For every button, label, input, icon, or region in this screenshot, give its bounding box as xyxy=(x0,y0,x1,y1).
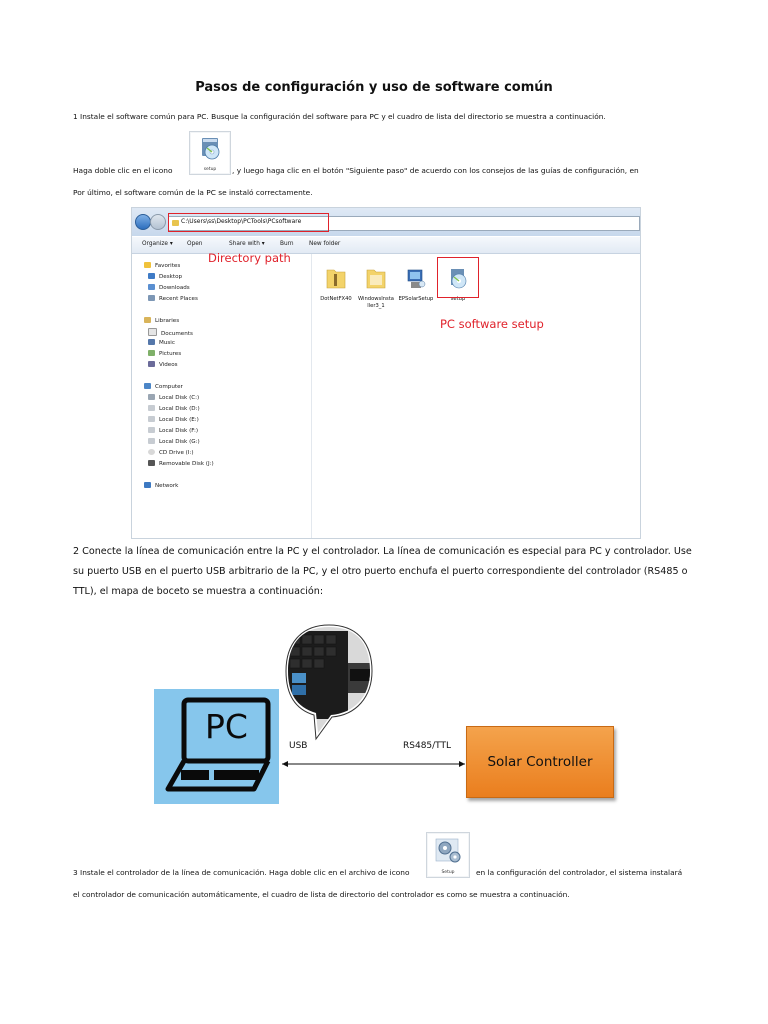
pc-illustration xyxy=(154,689,279,804)
step1-line2-after: , y luego haga clic en el botón "Siguiente paso" de acuerdo con los consejos de las guías de configuración, en xyxy=(232,166,639,175)
address-bar xyxy=(132,208,640,236)
step1-line3: Por último, el software común de la PC se instaló correctamente. xyxy=(73,188,313,197)
toolbar-burn[interactable]: Burn xyxy=(280,241,294,247)
step1-paragraph: 1 Instale el software común para PC. Busque la configuración del software para PC y el cuadro de lista del directorio se muestra a continuación. xyxy=(73,112,606,121)
network-icon xyxy=(144,482,151,488)
nav-music[interactable]: Music xyxy=(148,339,175,346)
solar-controller-box xyxy=(466,726,614,798)
file-item-windowsinstaller[interactable]: WindowsInstaller3_1 xyxy=(358,266,394,309)
solar-controller-label: Solar Controller xyxy=(487,754,593,770)
hard-drive-icon xyxy=(148,405,155,411)
nav-recent[interactable]: Recent Places xyxy=(148,295,198,302)
zip-folder-icon xyxy=(325,266,347,290)
nav-documents[interactable]: Documents xyxy=(148,328,193,337)
star-icon xyxy=(144,262,151,268)
folder-icon xyxy=(365,266,387,290)
annotation-pc-software-setup: PC software setup xyxy=(440,317,544,331)
nav-computer[interactable]: Computer xyxy=(144,383,183,390)
pictures-icon xyxy=(148,350,155,356)
nav-drive-f[interactable]: Local Disk (F:) xyxy=(148,427,198,434)
recent-places-icon xyxy=(148,295,155,301)
rs485-ttl-label: RS485/TTL xyxy=(403,741,452,751)
file-item-dotnet[interactable]: DotNetFX40 xyxy=(318,266,354,303)
nav-cd-drive[interactable]: CD Drive (I:) xyxy=(148,449,194,456)
nav-pictures[interactable]: Pictures xyxy=(148,350,181,357)
page-title: Pasos de configuración y uso de software común xyxy=(195,80,553,95)
installer-icon xyxy=(405,266,427,290)
annotation-directory-path: Directory path xyxy=(208,251,291,265)
setup-cd-icon xyxy=(189,131,231,175)
music-icon xyxy=(148,339,155,345)
file-list xyxy=(312,254,640,538)
file-item-setup[interactable]: setup xyxy=(440,266,476,303)
connection-arrow xyxy=(276,756,471,772)
nav-drive-e[interactable]: Local Disk (E:) xyxy=(148,416,199,423)
downloads-icon xyxy=(148,284,155,290)
file-item-epsolarsetup[interactable]: EPSolarSetup xyxy=(398,266,434,303)
nav-drive-c[interactable]: Local Disk (C:) xyxy=(148,394,199,401)
computer-icon xyxy=(144,383,151,389)
videos-icon xyxy=(148,361,155,367)
nav-favorites[interactable]: Favorites xyxy=(144,262,180,269)
nav-removable[interactable]: Removable Disk (J:) xyxy=(148,460,214,467)
hard-drive-icon xyxy=(148,427,155,433)
toolbar-share[interactable]: Share with ▾ xyxy=(229,241,265,247)
hard-drive-icon xyxy=(148,438,155,444)
hard-drive-icon xyxy=(148,416,155,422)
toolbar-new-folder[interactable]: New folder xyxy=(309,241,341,247)
nav-drive-g[interactable]: Local Disk (G:) xyxy=(148,438,200,445)
setup-gear-icon-label: Setup xyxy=(441,870,455,875)
nav-libraries[interactable]: Libraries xyxy=(144,317,179,324)
explorer-window xyxy=(131,207,641,539)
back-icon[interactable] xyxy=(135,214,151,230)
step3-line1-after: en la configuración del controlador, el sistema instalará xyxy=(476,868,683,877)
nav-desktop[interactable]: Desktop xyxy=(148,273,182,280)
step3-line2: el controlador de comunicación automáticamente, el cuadro de lista de directorio del controlador es como se muestra a continuación. xyxy=(73,890,570,899)
usb-label: USB xyxy=(289,741,308,751)
documents-icon xyxy=(148,328,157,336)
desktop-icon xyxy=(148,273,155,279)
nav-drive-d[interactable]: Local Disk (D:) xyxy=(148,405,200,412)
toolbar-open[interactable]: Open xyxy=(187,241,203,247)
navigation-pane xyxy=(132,254,312,538)
laptop-usb-photo xyxy=(284,623,374,741)
forward-icon[interactable] xyxy=(150,214,166,230)
setup-gear-icon xyxy=(426,832,470,878)
toolbar-organize[interactable]: Organize ▾ xyxy=(142,241,173,247)
nav-network[interactable]: Network xyxy=(144,482,178,489)
setup-icon-label: setup xyxy=(203,167,217,172)
step2-paragraph: 2 Conecte la línea de comunicación entre la PC y el controlador. La línea de comunicación es especial para PC y controlador. Use su puerto USB en el puerto USB arbitrario de la PC, y el otro puerto enchufa el puerto correspondiente del controlador (RS485 o TTL), el mapa de boceto se muestra a continuación: xyxy=(73,546,692,597)
cd-drive-icon xyxy=(148,449,155,455)
pc-label: PC xyxy=(205,707,248,746)
removable-disk-icon xyxy=(148,460,155,466)
step3-line1-before: 3 Instale el controlador de la línea de comunicación. Haga doble clic en el archivo de icono xyxy=(73,868,410,877)
address-text: C:\Users\ss\Desktop\PCTools\PCsoftware xyxy=(181,218,302,225)
libraries-icon xyxy=(144,317,151,323)
hard-drive-icon xyxy=(148,394,155,400)
step1-line2-before: Haga doble clic en el icono xyxy=(73,166,173,175)
directory-highlight-box xyxy=(168,213,329,232)
setup-highlight-box xyxy=(437,257,479,298)
nav-videos[interactable]: Videos xyxy=(148,361,178,368)
nav-downloads[interactable]: Downloads xyxy=(148,284,190,291)
